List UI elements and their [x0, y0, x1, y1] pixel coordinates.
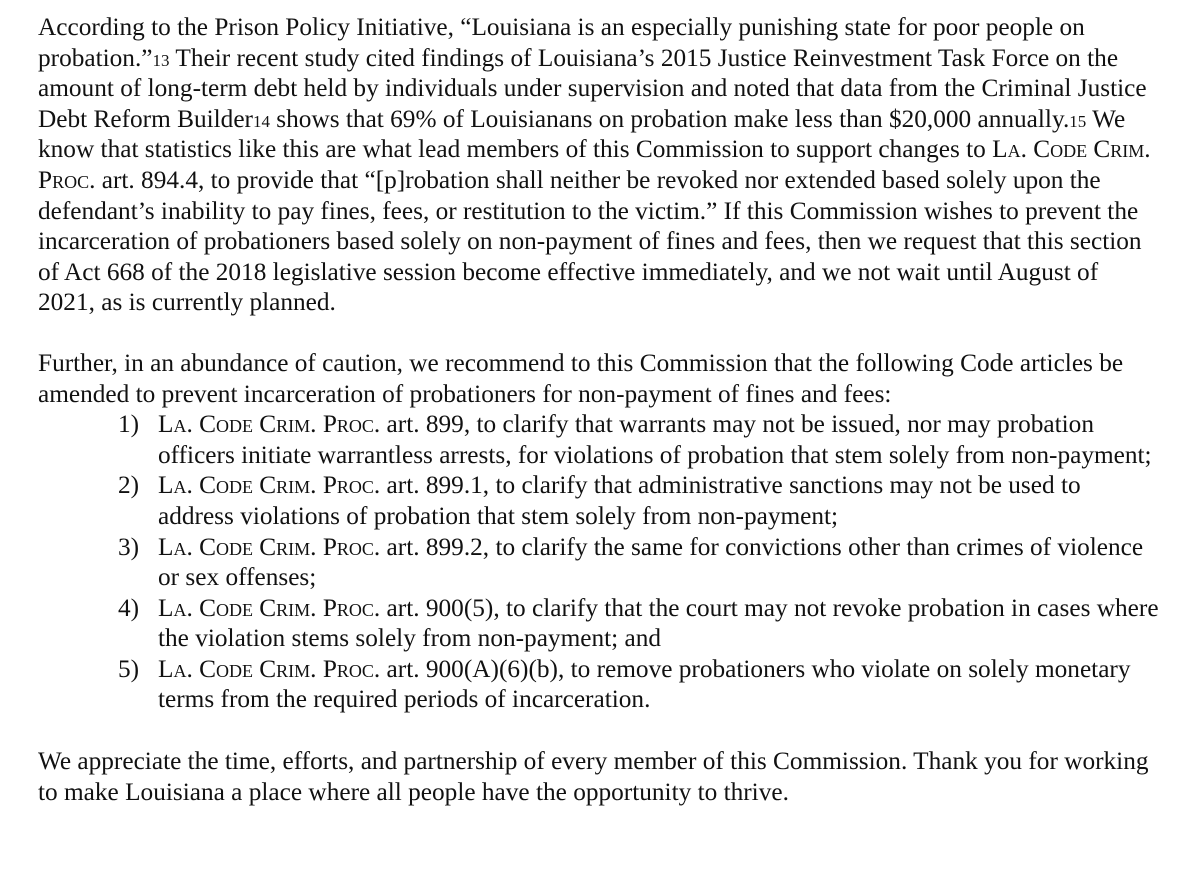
footnote-ref-13: 13: [152, 50, 170, 70]
list-item-number: 4): [118, 593, 140, 622]
list-item-number: 1): [118, 410, 140, 439]
list-item: [118, 409, 1160, 470]
para1-sentence-4: We know that statistics like this are what lead members of this Commission to support changes to: [38, 104, 1126, 164]
list-item-text: art. 899.1, to clarify that administrative sanctions may not be used to address violations of probation that stem solely from non-payment;: [158, 471, 1081, 530]
list-item: [118, 532, 1160, 593]
code-citation: La. Code Crim. Proc.: [158, 532, 381, 561]
amendment-list: [38, 409, 1160, 715]
list-item-text: art. 899, to clarify that warrants may not be issued, nor may probation officers initiate warrantless arrests, for violations of probation that stem solely from non-payment;: [158, 410, 1152, 469]
code-citation: La. Code Crim. Proc.: [158, 410, 381, 439]
para1-sentence-1: According to the Prison Policy Initiative, “Louisiana is an especially punishing state for poor people on probation.”: [38, 13, 1085, 72]
footnote-ref-14: 14: [252, 111, 270, 131]
list-item-text: art. 900(A)(6)(b), to remove probationers who violate on solely monetary terms from the required periods of incarceration.: [158, 654, 1131, 714]
code-citation: La. Code Crim. Proc.: [158, 654, 381, 683]
list-item: [118, 654, 1160, 715]
paragraph-probation-debt: [38, 12, 1160, 318]
list-item-number: 5): [118, 654, 140, 683]
code-citation: La. Code Crim. Proc.: [158, 471, 381, 500]
para1-sentence-2: Their recent study cited findings of Louisiana’s 2015 Justice Reinvestment Task Force on the amount of long-term debt held by individuals under supervision and noted that data from the Criminal Justice Debt Reform Builder: [38, 43, 1147, 133]
code-citation: La. Code Crim. Proc.: [38, 135, 1151, 194]
list-item: [118, 593, 1160, 654]
list-item-text: art. 900(5), to clarify that the court may not revoke probation in cases where the violation stems solely from non-payment; and: [158, 593, 1159, 653]
list-item: [118, 470, 1160, 531]
list-item-number: 2): [118, 471, 140, 500]
list-item-text: art. 899.2, to clarify the same for convictions other than crimes of violence or sex offenses;: [158, 532, 1144, 592]
code-citation: La. Code Crim. Proc.: [158, 593, 381, 622]
para1-sentence-3: shows that 69% of Louisianans on probation make less than $20,000 annually.: [269, 104, 1070, 133]
paragraph-closing: We appreciate the time, efforts, and partnership of every member of this Commission. Thank you for working to make Louisiana a place where all people have the opportunity to thrive.: [38, 747, 1149, 806]
list-item-number: 3): [118, 532, 140, 561]
footnote-ref-15: 15: [1069, 111, 1087, 131]
paragraph-recommendation-intro: Further, in an abundance of caution, we recommend to this Commission that the following Code articles be amended to prevent incarceration of probationers for non-payment of fines and fees:: [38, 348, 1124, 408]
para1-sentence-5: art. 894.4, to provide that “[p]robation shall neither be revoked nor extended based solely upon the defendant’s inability to pay fines, fees, or restitution to the victim.” If this Commission wishes to prevent the incarceration of probationers based solely on non-payment of fines and fees, then we request that this section of Act 668 of the 2018 legislative session become effective immediately, and we not wait until August of 2021, as is currently planned.: [38, 165, 1142, 317]
